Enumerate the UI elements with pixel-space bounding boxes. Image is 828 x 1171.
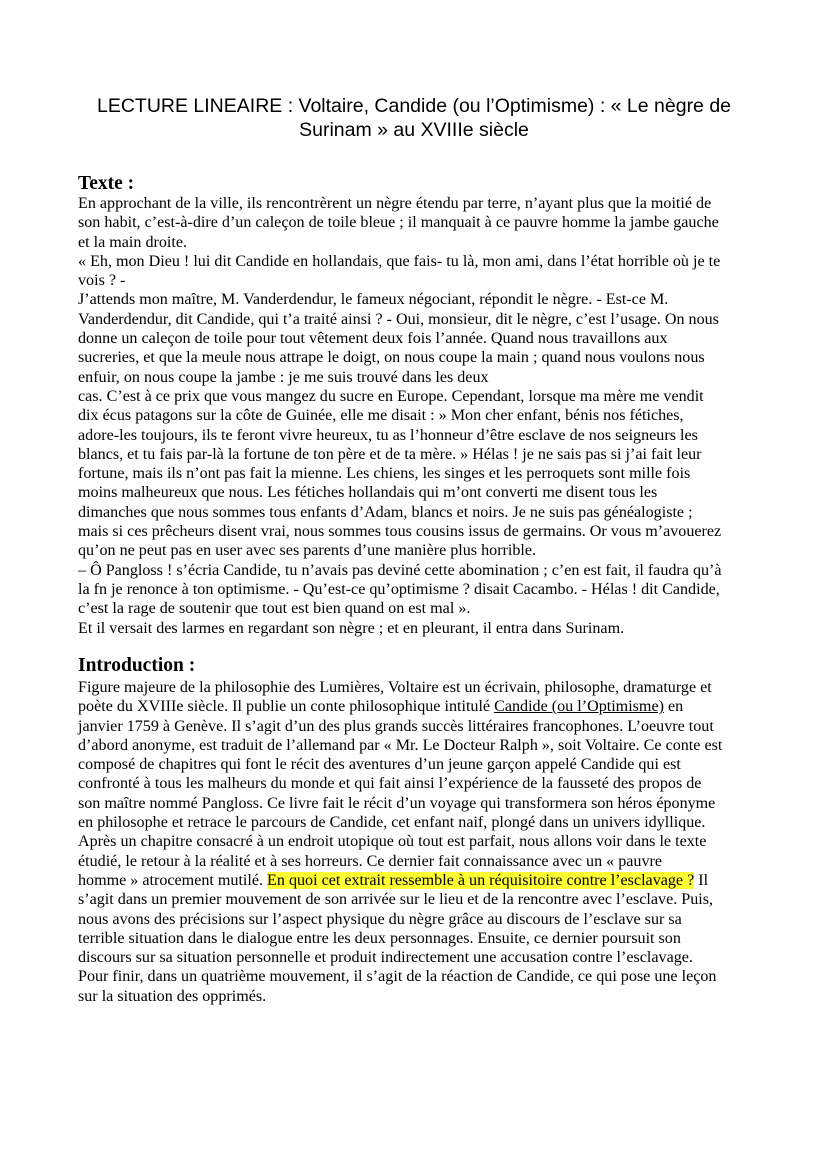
introduction-paragraph bbox=[78, 678, 758, 1006]
page-title bbox=[80, 94, 748, 142]
book-title-underlined: Candide (ou l’Optimisme) bbox=[494, 698, 664, 716]
texte-line: adore-les toujours, ils te feront vivre heureux, tu as l’honneur d’être esclave de nos seigneurs les bbox=[78, 426, 698, 444]
intro-line: discours sur sa situation personnelle et produit indirectement une accusation contre l’esclavage. bbox=[78, 949, 693, 967]
texte-line: moins malheureux que nous. Les fétiches hollandais qui m’ont converti me disent tous les bbox=[78, 484, 658, 502]
texte-paragraph bbox=[78, 194, 758, 638]
texte-line: – Ô Pangloss ! s’écria Candide, tu n’avais pas deviné cette abomination ; c’en est fait, il faudra qu’à bbox=[78, 561, 722, 579]
intro-text: poète du XVIIIe siècle. Il publie un conte philosophique intitulé bbox=[78, 698, 495, 716]
intro-line: Figure majeure de la philosophie des Lumières, Voltaire est un écrivain, philosophe, dramaturge et bbox=[78, 679, 712, 696]
intro-line: Après un chapitre consacré à un endroit utopique où tout est parfait, nous allons voir dans le texte bbox=[78, 833, 707, 851]
texte-line: la fn je renonce à ton optimisme. - Qu’est-ce qu’optimisme ? disait Cacambo. - Hélas ! dit Candide, bbox=[78, 580, 720, 598]
texte-line: qu’on ne peut pas en user avec ses parents d’une manière plus horrible. bbox=[78, 542, 537, 560]
problematique-highlight: En quoi cet extrait ressemble à un réquisitoire contre l’esclavage ? bbox=[267, 871, 695, 889]
title-line-2: Surinam » au XVIIIe siècle bbox=[299, 119, 529, 141]
intro-line: confronté à tous les malheurs du monde et qui fait ainsi l’expérience de la fausseté des propos de bbox=[78, 775, 702, 793]
texte-line: fortune, mais ils n’ont pas fait la mienne. Les chiens, les singes et les perroquets sont mille fois bbox=[78, 465, 691, 483]
intro-line: d’abord anonyme, est traduit de l’allemand par « Mr. Le Docteur Ralph », soit Voltaire. Ce conte est bbox=[78, 736, 723, 754]
texte-line: J’attends mon maître, M. Vanderdendur, le fameux négociant, répondit le nègre. - Est-ce M. bbox=[78, 291, 669, 309]
texte-line: Vanderdendur, dit Candide, qui t’a traité ainsi ? - Oui, monsieur, dit le nègre, c’est l’usage. On nous bbox=[78, 310, 719, 328]
intro-text: en bbox=[663, 698, 684, 716]
intro-line: nous avons des précisions sur l’aspect physique du nègre grâce au discours de l’esclave sur sa bbox=[78, 910, 682, 928]
texte-line: mais si ces prêcheurs disent vrai, nous sommes tous cousins issus de germains. Or vous m’avouerez bbox=[78, 523, 722, 541]
intro-text: Il bbox=[694, 871, 709, 889]
texte-line: « Eh, mon Dieu ! lui dit Candide en hollandais, que fais- tu là, mon ami, dans l’état horrible où je te bbox=[78, 252, 721, 270]
intro-line: composé de chapitres qui font le récit des aventures d’un jeune garçon appelé Candide qui est bbox=[78, 756, 681, 774]
intro-line: en philosophe et retrace le parcours de Candide, cet enfant naif, plongé dans un univers idyllique. bbox=[78, 814, 706, 832]
intro-line bbox=[78, 697, 758, 716]
texte-line: c’est la rage de soutenir que tout est bien quand on est mal ». bbox=[78, 600, 471, 618]
intro-line: sur la situation des opprimés. bbox=[78, 987, 267, 1005]
texte-line: blancs, et tu fais par-là la fortune de ton père et de ta mère. » Hélas ! je ne sais pas si j’ai fait leur bbox=[78, 445, 702, 463]
texte-line: cas. C’est à ce prix que vous mangez du sucre en Europe. Cependant, lorsque ma mère me vendit bbox=[78, 387, 704, 405]
introduction-heading: Introduction : bbox=[78, 655, 196, 676]
texte-line: En approchant de la ville, ils rencontrèrent un nègre étendu par terre, n’ayant plus que la moitié de bbox=[78, 195, 712, 212]
texte-line: dimanches que nous sommes tous enfants d’Adam, blancs et noirs. Je ne suis pas généalogiste ; bbox=[78, 503, 693, 521]
texte-line: son habit, c’est-à-dire d’un caleçon de toile bleue ; il manquait à ce pauvre homme la jambe gauche bbox=[78, 214, 719, 232]
texte-line: sucreries, et que la meule nous attrape le doigt, on nous coupe la main ; quand nous voulons nous bbox=[78, 349, 705, 367]
title-line-1: LECTURE LINEAIRE : Voltaire, Candide (ou l’Optimisme) : « Le nègre de bbox=[96, 95, 732, 117]
texte-line: enfuir, on nous coupe la jambe : je me suis trouvé dans les deux bbox=[78, 368, 489, 386]
texte-line: donne un caleçon de toile pour tout vêtement deux fois l’année. Quand nous travaillons aux bbox=[78, 330, 668, 348]
intro-line: s’agit dans un premier mouvement de son arrivée sur le lieu et de la rencontre avec l’esclave. Puis, bbox=[78, 891, 714, 909]
texte-line: vois ? - bbox=[78, 272, 126, 290]
texte-line: et la main droite. bbox=[78, 233, 188, 251]
intro-line: Pour finir, dans un quatrième mouvement, il s’agit de la réaction de Candide, ce qui pose une leçon bbox=[78, 968, 717, 986]
texte-line: Et il versait des larmes en regardant son nègre ; et en pleurant, il entra dans Surinam. bbox=[78, 619, 625, 637]
intro-line bbox=[78, 871, 758, 890]
intro-line: janvier 1759 à Genève. Il s’agit d’un des plus grands succès littéraires francophones. L’oeuvre tout bbox=[78, 717, 714, 735]
texte-line: dix écus patagons sur la côte de Guinée, elle me disait : » Mon cher enfant, bénis nos fétiches, bbox=[78, 407, 684, 425]
intro-line: étudié, le retour à la réalité et à ses horreurs. Ce dernier fait connaissance avec un « pauvre bbox=[78, 852, 663, 870]
intro-text: homme » atrocement mutilé. bbox=[78, 871, 268, 889]
intro-line: terrible situation dans le dialogue entre les deux personnages. Ensuite, ce dernier poursuit son bbox=[78, 929, 681, 947]
texte-heading: Texte : bbox=[78, 173, 135, 194]
intro-line: son maître nommé Pangloss. Ce livre fait le récit d’un voyage qui transformera son héros éponyme bbox=[78, 794, 716, 812]
